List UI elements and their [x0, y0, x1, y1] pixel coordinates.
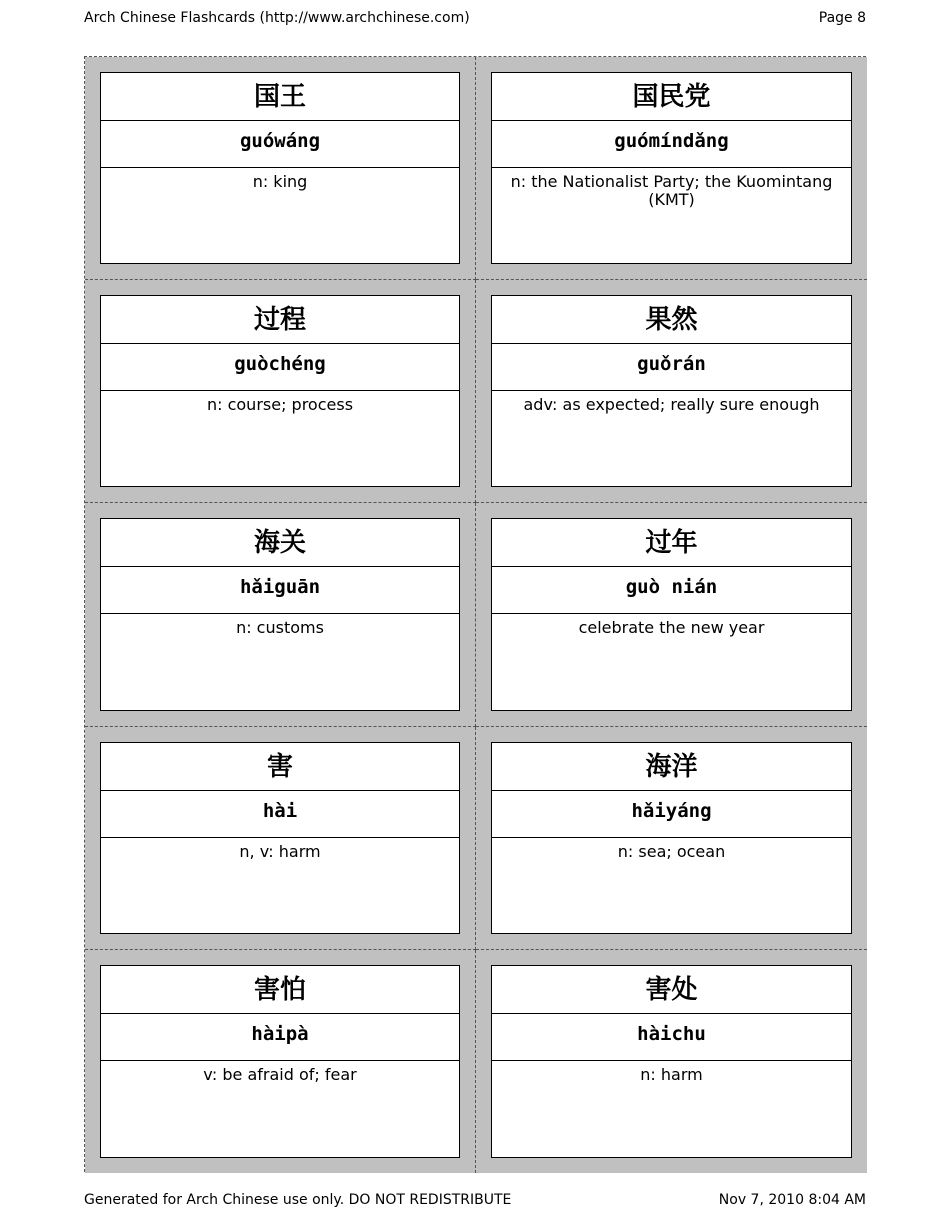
card-definition: n: the Nationalist Party; the Kuomintang (KMT)	[510, 172, 833, 209]
flashcard-grid	[84, 56, 866, 1172]
flashcard-cell	[85, 57, 476, 280]
flashcard-cell	[85, 950, 476, 1173]
card-pinyin: hǎiyáng	[492, 791, 851, 838]
flashcard-cell	[476, 57, 867, 280]
document-title: Arch Chinese Flashcards (http://www.archchinese.com)	[84, 10, 470, 26]
card-pinyin: hàichu	[492, 1014, 851, 1061]
card-definition: v: be afraid of; fear	[203, 1064, 357, 1084]
card-hanzi: 海洋	[492, 743, 851, 791]
flashcard	[100, 742, 460, 934]
flashcard	[491, 965, 852, 1158]
flashcard	[491, 72, 852, 264]
card-hanzi: 海关	[101, 519, 459, 567]
card-hanzi: 害	[101, 743, 459, 791]
flashcard-cell	[476, 727, 867, 950]
generated-timestamp: Nov 7, 2010 8:04 AM	[718, 1192, 866, 1208]
card-definition: n: course; process	[206, 395, 354, 415]
card-pinyin: guòchéng	[101, 344, 459, 391]
flashcard-cell	[85, 727, 476, 950]
card-hanzi: 害怕	[101, 966, 459, 1014]
flashcard-cell	[85, 503, 476, 726]
page-number: Page 8	[818, 10, 866, 26]
distribution-notice: Generated for Arch Chinese use only. DO NOT REDISTRIBUTE	[84, 1192, 512, 1208]
flashcard	[100, 295, 460, 487]
flashcard	[100, 518, 460, 710]
card-hanzi: 过程	[101, 296, 459, 344]
flashcard	[100, 965, 460, 1158]
card-pinyin: hǎiguān	[101, 567, 459, 614]
card-definition: n: harm	[640, 1064, 703, 1084]
flashcard	[491, 518, 852, 710]
card-definition: n: sea; ocean	[617, 841, 726, 861]
flashcard-cell	[85, 280, 476, 503]
flashcard-cell	[476, 280, 867, 503]
flashcard	[491, 295, 852, 487]
card-definition: n: king	[252, 172, 308, 191]
card-hanzi: 果然	[492, 296, 851, 344]
card-hanzi: 害处	[492, 966, 851, 1014]
card-pinyin: guómíndǎng	[492, 121, 851, 168]
flashcard-cell	[476, 503, 867, 726]
card-definition: adv: as expected; really sure enough	[523, 395, 820, 415]
card-definition: celebrate the new year	[578, 618, 765, 638]
flashcard	[491, 742, 852, 934]
flashcard-cell	[476, 950, 867, 1173]
page-header	[84, 8, 866, 28]
card-hanzi: 国王	[101, 73, 459, 121]
card-hanzi: 过年	[492, 519, 851, 567]
card-pinyin: guówáng	[101, 121, 459, 168]
page-footer	[84, 1190, 866, 1210]
card-pinyin: hài	[101, 791, 459, 838]
card-definition: n, v: harm	[239, 841, 321, 861]
card-hanzi: 国民党	[492, 73, 851, 121]
flashcard	[100, 72, 460, 264]
card-pinyin: guǒrán	[492, 344, 851, 391]
card-pinyin: hàipà	[101, 1014, 459, 1061]
card-definition: n: customs	[236, 618, 324, 638]
card-pinyin: guò nián	[492, 567, 851, 614]
